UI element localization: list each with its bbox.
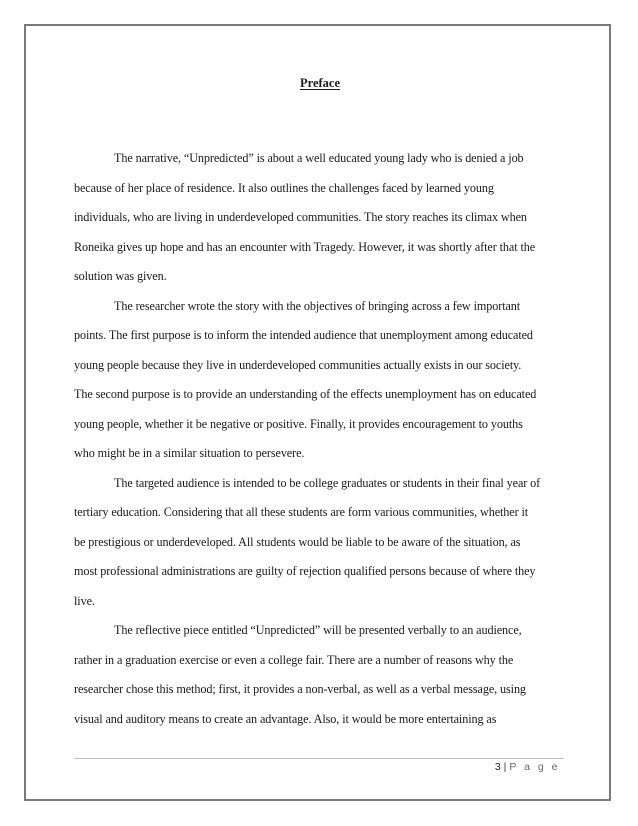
page-title: Preface xyxy=(299,76,340,90)
text-line: The researcher wrote the story with the objectives of bringing across a few important xyxy=(114,298,521,313)
text-line: solution was given. xyxy=(74,269,167,283)
footer-separator: | xyxy=(503,761,507,773)
text-line: young people, whether it be negative or positive. Finally, it provides encouragement to youths xyxy=(74,416,523,431)
text-line: The narrative, “Unpredicted” is about a well educated young lady who is denied a job xyxy=(114,151,524,165)
text-line: live. xyxy=(74,593,95,608)
text-line: tertiary education. Considering that all these students are form various communities, whether it xyxy=(74,505,529,519)
text-line: The targeted audience is intended to be college graduates or students in their final year of xyxy=(114,475,541,490)
text-line: young people because they live in underdeveloped communities actually exists in our society. xyxy=(74,357,522,372)
footer-divider xyxy=(74,758,564,759)
page-number: 3 xyxy=(494,761,501,773)
text-line: The second purpose is to provide an understanding of the effects unemployment has on educated xyxy=(74,387,537,401)
text-line: rather in a graduation exercise or even a college fair. There are a number of reasons why the xyxy=(74,652,514,667)
text-line: visual and auditory means to create an advantage. Also, it would be more entertaining as xyxy=(74,711,497,726)
text-line: because of her place of residence. It also outlines the challenges faced by learned young xyxy=(74,180,494,195)
paragraph xyxy=(74,298,564,463)
text-line: individuals, who are living in underdeveloped communities. The story reaches its climax when xyxy=(74,210,527,224)
paragraph xyxy=(74,150,564,285)
text-line: Roneika gives up hope and has an encounter with Tragedy. However, it was shortly after that the xyxy=(74,239,536,254)
paragraph xyxy=(74,475,564,610)
text-line: most professional administrations are guilty of rejection qualified persons because of where they xyxy=(74,564,536,578)
paragraph xyxy=(74,622,564,728)
text-line: who might be in a similar situation to persevere. xyxy=(74,446,305,460)
document-body xyxy=(74,150,564,740)
text-line: researcher chose this method; first, it provides a non-verbal, as well as a verbal message, using xyxy=(74,682,526,696)
text-line: points. The first purpose is to inform the intended audience that unemployment among educated xyxy=(74,328,533,342)
text-line: be prestigious or underdeveloped. All students would be liable to be aware of the situation, as xyxy=(74,534,521,549)
page-footer xyxy=(495,761,560,773)
text-line: The reflective piece entitled “Unpredicted” will be presented verbally to an audience, xyxy=(114,623,522,637)
page-label: P a g e xyxy=(509,761,560,773)
